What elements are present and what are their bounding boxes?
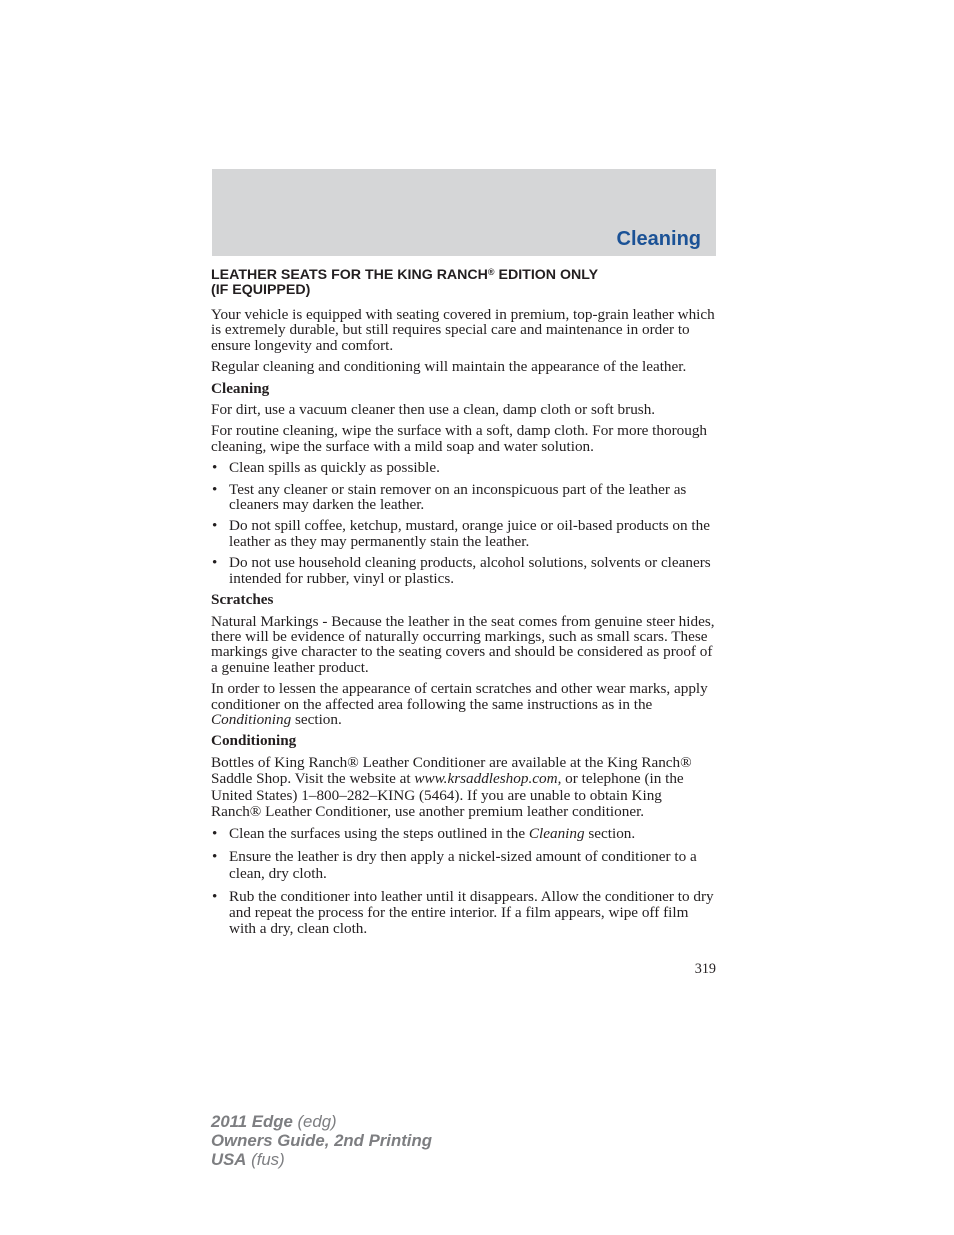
footer-market-code: (fus) — [246, 1150, 285, 1169]
section-title — [211, 268, 716, 298]
footer-model-code: (edg) — [292, 1112, 337, 1131]
chapter-header-band — [212, 169, 716, 256]
conditioning-paragraph — [211, 755, 716, 821]
footer-market: USA — [211, 1150, 247, 1169]
cleaning-heading: Cleaning — [211, 379, 270, 397]
page-number: 319 — [694, 961, 716, 977]
conditioning-block — [211, 733, 716, 937]
scratches-paragraph-2 — [211, 681, 716, 727]
section-title-part2: EDITION ONLY — [494, 267, 599, 283]
footer-line-2 — [211, 1131, 432, 1150]
website-link[interactable]: www.krsaddleshop.com — [414, 770, 558, 788]
cleaning-reference: Cleaning — [528, 825, 585, 843]
list-item: • Do not use household cleaning products, alcohol solutions, solvents or cleaners intended for rubber, vinyl or plastics. — [211, 555, 716, 586]
list-item: • Clean spills as quickly as possible. — [211, 460, 716, 475]
bullet-text-end: section. — [584, 825, 636, 843]
scratches-text-end: section. — [291, 710, 342, 728]
scratches-heading: Scratches — [211, 591, 274, 609]
scratches-paragraph-1: Natural Markings - Because the leather in the seat comes from genuine steer hides, there will be evidence of naturally occurring markings, such as small scars. These markings give character to the seating covers and should be considered as proof of a genuine leather product. — [211, 612, 715, 676]
conditioning-text: Bottles of King Ranch® Leather Conditioner are available at the King Ranch® Saddle Shop. Visit the website at — [211, 753, 692, 788]
footer-line-3 — [211, 1150, 432, 1169]
conditioning-heading: Conditioning — [211, 732, 297, 750]
section-title-part1: LEATHER SEATS FOR THE KING RANCH — [211, 267, 488, 283]
list-item — [211, 826, 716, 842]
page-content — [211, 268, 716, 944]
footer-line-1 — [211, 1112, 432, 1131]
list-item: • Ensure the leather is dry then apply a nickel-sized amount of conditioner to a clean, dry cloth. — [211, 849, 716, 882]
cleaning-paragraph-1: For dirt, use a vacuum cleaner then use a clean, damp cloth or soft brush. — [211, 401, 656, 419]
registered-mark: ® — [487, 267, 495, 277]
chapter-title: Cleaning — [616, 228, 701, 250]
conditioning-text-end: , or telephone (in the United States) 1–800–282–KING (5464). If you are unable to obtain King Ranch® Leather Conditioner, use another premium leather conditioner. — [211, 770, 684, 820]
list-item: • Rub the conditioner into leather until it disappears. Allow the conditioner to dry and repeat the process for the entire interior. If a film appears, wipe off film with a dry, clean cloth. — [211, 889, 716, 938]
bullet-text: Clean the surfaces using the steps outlined in the — [229, 825, 529, 843]
cleaning-paragraph-2: For routine cleaning, wipe the surface with a soft, damp cloth. For more thorough cleaning, wipe the surface with a mild soap and water solution. — [211, 422, 708, 455]
cleaning-bullet-list — [211, 460, 716, 586]
footer — [211, 1112, 432, 1169]
scratches-text: In order to lessen the appearance of certain scratches and other wear marks, apply conditioner on the affected area following the same instructions as in the — [211, 680, 708, 713]
footer-model: 2011 Edge — [211, 1112, 293, 1131]
footer-guide: Owners Guide, 2nd Printing — [211, 1131, 432, 1150]
list-item: • Test any cleaner or stain remover on an inconspicuous part of the leather as cleaners may darken the leather. — [211, 482, 716, 513]
intro-paragraph-1: Your vehicle is equipped with seating covered in premium, top-grain leather which is extremely durable, but still requires special care and maintenance in order to ensure longevity and comfort. — [211, 306, 715, 354]
section-title-line2: (IF EQUIPPED) — [211, 282, 311, 298]
intro-paragraph-2: Regular cleaning and conditioning will maintain the appearance of the leather. — [211, 358, 687, 376]
conditioning-bullet-list — [211, 826, 716, 937]
conditioning-reference: Conditioning — [211, 710, 292, 728]
list-item: • Do not spill coffee, ketchup, mustard, orange juice or oil-based products on the leather as they may permanently stain the leather. — [211, 518, 716, 549]
